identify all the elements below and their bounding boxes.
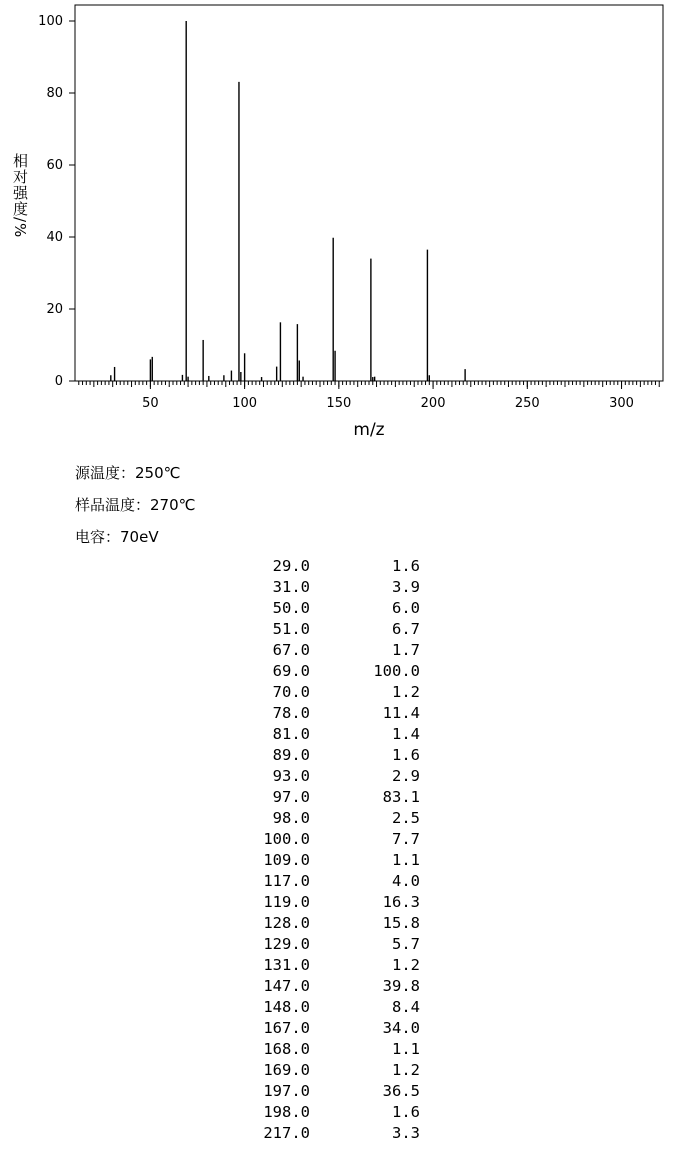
peak-mz: 81.0 xyxy=(272,725,310,743)
peak-mz: 51.0 xyxy=(272,620,310,638)
peak-abundance: 11.4 xyxy=(382,704,420,722)
table-row xyxy=(230,661,420,682)
peak-abundance: 5.7 xyxy=(392,935,420,953)
table-row xyxy=(230,955,420,976)
table-row xyxy=(230,1060,420,1081)
y-tick-label: 20 xyxy=(46,302,63,317)
peak-mz: 217.0 xyxy=(263,1124,310,1142)
peak-abundance: 6.7 xyxy=(392,620,420,638)
peak-mz: 128.0 xyxy=(263,914,310,932)
peak-abundance: 1.2 xyxy=(392,683,420,701)
table-row xyxy=(230,892,420,913)
table-row xyxy=(230,1039,420,1060)
peak-abundance: 1.1 xyxy=(392,1040,420,1058)
peak-mz: 167.0 xyxy=(263,1019,310,1037)
table-row xyxy=(230,787,420,808)
table-row xyxy=(230,934,420,955)
y-axis-label: 相对强度/% xyxy=(11,153,29,239)
table-row xyxy=(230,1123,420,1144)
y-tick-label: 0 xyxy=(54,374,63,389)
peak-abundance: 16.3 xyxy=(382,893,420,911)
peak-abundance: 1.6 xyxy=(392,557,420,575)
peak-mz: 100.0 xyxy=(263,830,310,848)
x-tick-label: 50 xyxy=(142,396,159,411)
peak-mz: 97.0 xyxy=(272,788,310,806)
table-row xyxy=(230,766,420,787)
peak-abundance: 1.6 xyxy=(392,1103,420,1121)
table-row xyxy=(230,1102,420,1123)
table-row xyxy=(230,577,420,598)
peak-mz: 169.0 xyxy=(263,1061,310,1079)
table-row xyxy=(230,1018,420,1039)
y-axis-ticks xyxy=(38,14,75,389)
table-row xyxy=(230,640,420,661)
peak-mz: 78.0 xyxy=(272,704,310,722)
peak-abundance: 1.7 xyxy=(392,641,420,659)
peak-abundance: 1.2 xyxy=(392,1061,420,1079)
peak-mz: 70.0 xyxy=(272,683,310,701)
peak-mz: 98.0 xyxy=(272,809,310,827)
y-tick-label: 40 xyxy=(46,230,63,245)
peak-mz: 89.0 xyxy=(272,746,310,764)
y-tick-label: 60 xyxy=(46,158,63,173)
peak-abundance: 3.3 xyxy=(392,1124,420,1142)
peak-abundance: 1.6 xyxy=(392,746,420,764)
source-temperature: 源温度：250℃ xyxy=(75,464,181,482)
x-axis-ticks xyxy=(142,381,634,411)
table-row xyxy=(230,829,420,850)
peak-abundance: 1.2 xyxy=(392,956,420,974)
peak-mz: 29.0 xyxy=(272,557,310,575)
peak-mz: 67.0 xyxy=(272,641,310,659)
peak-mz: 117.0 xyxy=(263,872,310,890)
table-row xyxy=(230,598,420,619)
table-row xyxy=(230,724,420,745)
table-row xyxy=(230,682,420,703)
peak-mz: 69.0 xyxy=(272,662,310,680)
table-row xyxy=(230,703,420,724)
y-tick-label: 100 xyxy=(38,14,63,29)
table-row xyxy=(230,556,420,577)
x-tick-label: 150 xyxy=(326,396,352,411)
peak-mz: 93.0 xyxy=(272,767,310,785)
table-row xyxy=(230,850,420,871)
x-tick-label: 300 xyxy=(609,396,634,411)
sample-temperature: 样品温度：270℃ xyxy=(75,496,196,514)
peak-abundance: 8.4 xyxy=(392,998,420,1016)
peak-abundance: 36.5 xyxy=(382,1082,420,1100)
peak-abundance: 7.7 xyxy=(392,830,420,848)
peak-mz: 129.0 xyxy=(263,935,310,953)
peak-abundance: 3.9 xyxy=(392,578,420,596)
peak-abundance: 1.1 xyxy=(392,851,420,869)
peak-mz: 109.0 xyxy=(263,851,310,869)
peak-mz: 147.0 xyxy=(263,977,310,995)
x-axis-label: m/z xyxy=(353,420,385,440)
peak-mz: 131.0 xyxy=(263,956,310,974)
peak-abundance: 2.5 xyxy=(392,809,420,827)
peak-abundance: 34.0 xyxy=(382,1019,420,1037)
plot-frame xyxy=(75,5,663,381)
table-row xyxy=(230,619,420,640)
table-row xyxy=(230,1081,420,1102)
y-tick-label: 80 xyxy=(46,86,63,101)
table-row xyxy=(230,976,420,997)
peak-abundance: 39.8 xyxy=(382,977,420,995)
peak-abundance: 6.0 xyxy=(392,599,420,617)
peak-mz: 148.0 xyxy=(263,998,310,1016)
spectrum-bars xyxy=(111,21,465,381)
peak-table xyxy=(230,556,420,1144)
x-tick-label: 100 xyxy=(232,396,258,411)
peak-mz: 198.0 xyxy=(263,1103,310,1121)
peak-mz: 197.0 xyxy=(263,1082,310,1100)
ionization-energy: 电容：70eV xyxy=(75,528,159,546)
table-row xyxy=(230,871,420,892)
mass-spectrum-chart xyxy=(0,0,680,445)
peak-abundance: 4.0 xyxy=(392,872,420,890)
peak-abundance: 83.1 xyxy=(382,788,420,806)
table-row xyxy=(230,913,420,934)
peak-abundance: 2.9 xyxy=(392,767,420,785)
x-minor-ticks xyxy=(79,381,659,387)
peak-mz: 119.0 xyxy=(263,893,310,911)
table-row xyxy=(230,745,420,766)
peak-abundance: 15.8 xyxy=(382,914,420,932)
peak-mz: 31.0 xyxy=(272,578,310,596)
table-row xyxy=(230,997,420,1018)
peak-mz: 168.0 xyxy=(263,1040,310,1058)
x-tick-label: 250 xyxy=(514,396,540,411)
table-row xyxy=(230,808,420,829)
x-tick-label: 200 xyxy=(420,396,446,411)
peak-mz: 50.0 xyxy=(272,599,310,617)
peak-abundance: 1.4 xyxy=(392,725,420,743)
peak-abundance: 100.0 xyxy=(373,662,420,680)
